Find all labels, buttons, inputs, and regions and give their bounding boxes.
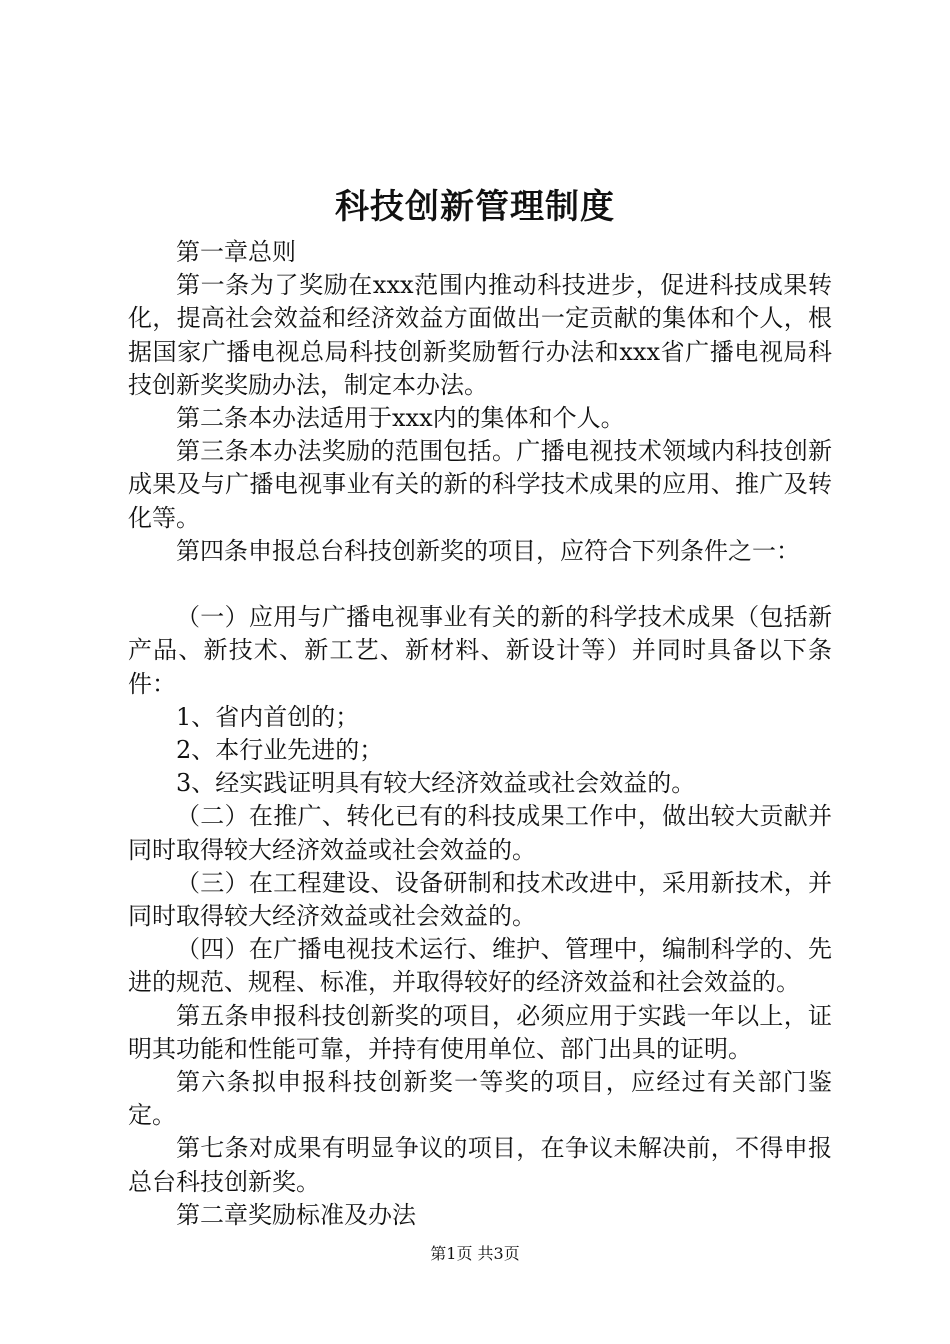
article-paragraph: 第六条拟申报科技创新奖一等奖的项目，应经过有关部门鉴定。 [128, 1068, 832, 1130]
article-paragraph: 第四条申报总台科技创新奖的项目，应符合下列条件之一： [176, 536, 800, 565]
clause-paragraph: （一）应用与广播电视事业有关的新的科学技术成果（包括新产品、新技术、新工艺、新材料、新设计等）并同时具备以下条件： [128, 603, 832, 698]
blank-line [128, 568, 832, 601]
article-paragraph: 第二条本办法适用于xxx内的集体和个人。 [176, 404, 625, 433]
document-body [128, 236, 832, 1232]
list-item: 1、省内首创的； [176, 702, 360, 731]
clause-paragraph: （三）在工程建设、设备研制和技术改进中，采用新技术，并同时取得较大经济效益或社会效益的。 [128, 868, 832, 931]
chapter-heading: 第一章总则 [176, 238, 296, 266]
clause-paragraph: （四）在广播电视技术运行、维护、管理中，编制科学的、先进的规范、规程、标准，并取得较好的经济效益和社会效益的。 [128, 935, 832, 997]
clause-paragraph: （二）在推广、转化已有的科技成果工作中，做出较大贡献并同时取得较大经济效益或社会效益的。 [128, 802, 832, 864]
list-item: 3、经实践证明具有较大经济效益或社会效益的。 [176, 769, 696, 798]
chapter-heading: 第二章奖励标准及办法 [176, 1200, 416, 1229]
article-paragraph: 第七条对成果有明显争议的项目，在争议未解决前，不得申报总台科技创新奖。 [128, 1134, 832, 1196]
list-item: 2、本行业先进的； [176, 736, 384, 765]
article-paragraph: 第一条为了奖励在xxx范围内推动科技进步，促进科技成果转化，提高社会效益和经济效益方面做出一定贡献的集体和个人，根据国家广播电视总局科技创新奖励暂行办法和xxx省广播电视局科技创新奖奖励办法，制定本办法。 [128, 271, 832, 399]
article-paragraph: 第五条申报科技创新奖的项目，必须应用于实践一年以上，证明其功能和性能可靠，并持有使用单位、部门出具的证明。 [128, 1001, 832, 1063]
document-title: 科技创新管理制度 [335, 187, 615, 227]
page-footer: 第1页 共3页 [430, 1244, 520, 1263]
article-paragraph: 第三条本办法奖励的范围包括。广播电视技术领域内科技创新成果及与广播电视事业有关的新的科学技术成果的应用、推广及转化等。 [128, 437, 832, 532]
